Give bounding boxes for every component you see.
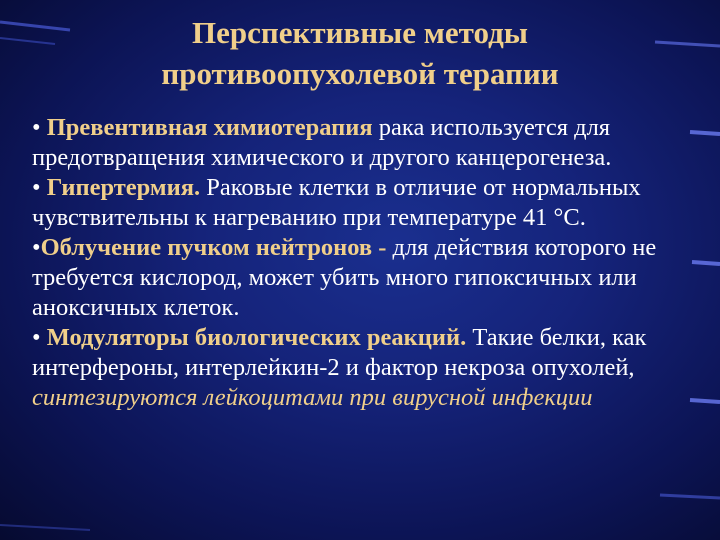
bullet-text: для действия которого не требуется кислород, может убить много гипоксичных или аноксичных клеток. (32, 234, 657, 321)
streak-left-1 (0, 22, 70, 30)
bullet-marker: • (32, 114, 41, 141)
slide-title (70, 12, 650, 94)
bullet-marker: • (32, 174, 41, 201)
bullet-neutron-irradiation (32, 233, 697, 323)
bullet-text: рака используется для предотвращения химического и другого канцерогенеза. (32, 114, 612, 171)
bullet-heading: Превентивная химиотерапия (46, 114, 373, 141)
bullet-marker: • (32, 324, 41, 351)
bullet-hyperthermia (32, 173, 697, 233)
bullet-italic-text: синтезируются лейкоцитами при вирусной инфекции (32, 384, 593, 411)
bullet-heading: Гипертермия. (46, 174, 201, 201)
bullet-heading: Модуляторы биологических реакций. (46, 324, 467, 351)
bullet-marker: • (32, 234, 41, 261)
bullet-text: Раковые клетки в отличие от нормальных чувствительны к нагреванию при температуре 41 °С. (32, 174, 641, 231)
bullet-preventive-chemotherapy (32, 113, 697, 173)
streak-right-5 (660, 495, 720, 498)
streak-left-2 (0, 38, 55, 44)
bullet-list (32, 113, 697, 413)
bullet-biological-response-modulators (32, 323, 697, 413)
streak-bottom-1 (0, 525, 90, 530)
title-line-2: противоопухолевой терапии (161, 56, 559, 91)
streak-right-1 (655, 42, 720, 46)
bullet-text: Такие белки, как интерфероны, интерлейкин-2 и фактор некроза опухолей, (32, 324, 647, 381)
title-line-1: Перспективные методы (192, 15, 528, 50)
bullet-heading: Облучение пучком нейтронов - (40, 234, 387, 261)
